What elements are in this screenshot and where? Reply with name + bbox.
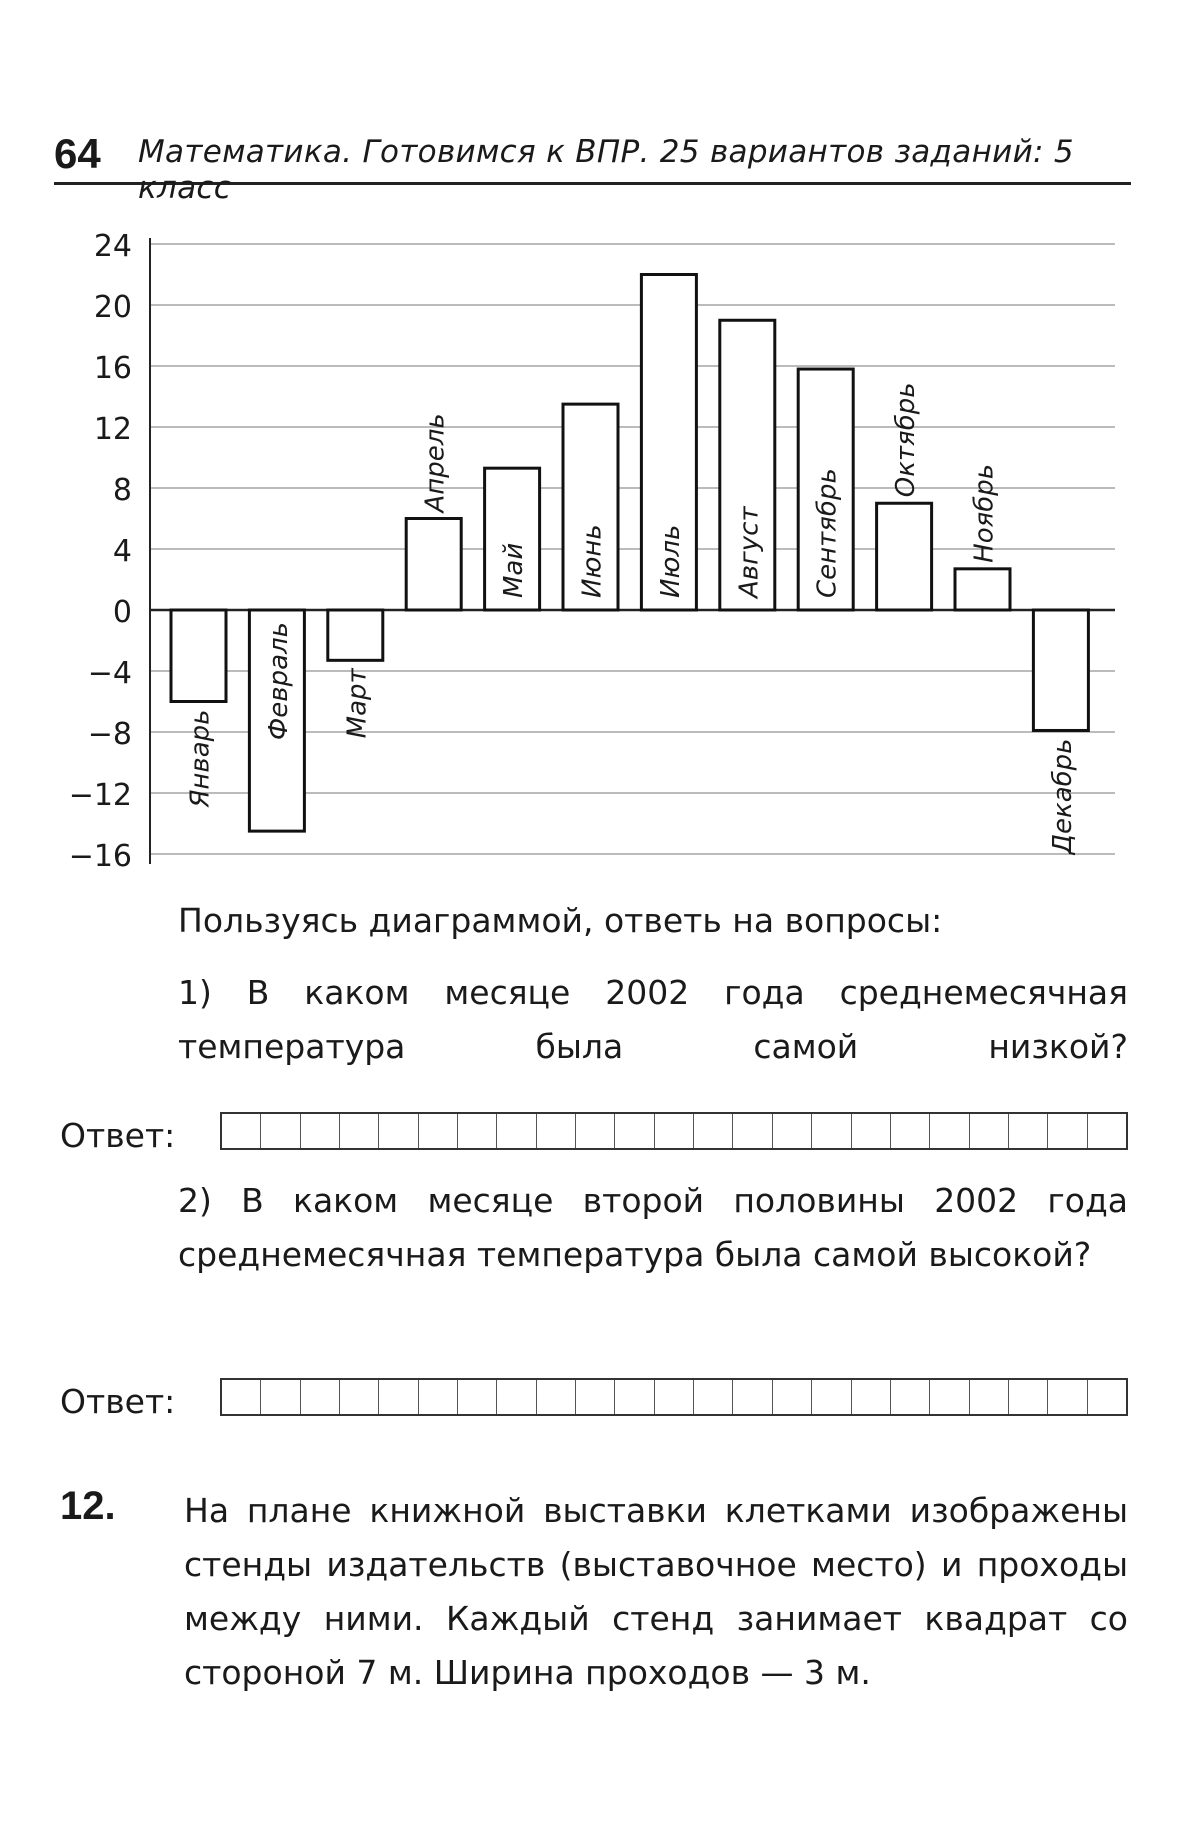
bar xyxy=(406,519,461,611)
y-tick-label: −12 xyxy=(68,778,132,813)
bar xyxy=(328,610,383,660)
y-tick-label: 20 xyxy=(93,290,132,325)
bar-label: Март xyxy=(342,668,373,739)
y-tick-label: 0 xyxy=(112,595,132,630)
bar-label: Сентябрь xyxy=(812,468,843,598)
bar-label: Июнь xyxy=(577,524,608,598)
bar-label: Январь xyxy=(185,709,216,808)
bar-label: Февраль xyxy=(263,622,294,741)
answer-1-grid[interactable] xyxy=(220,1112,1128,1150)
bar xyxy=(171,610,226,702)
question-1-text xyxy=(178,966,1128,1074)
question-1: 1) В каком месяце 2002 года среднемесячная температура была самой низкой? xyxy=(178,973,1128,1066)
question-2: 2) В каком месяце второй половины 2002 года среднемесячная температура была самой высокой? xyxy=(178,1181,1128,1274)
y-tick-label: −8 xyxy=(87,717,132,752)
bar-label: Апрель xyxy=(420,413,451,513)
bar-label: Июль xyxy=(655,524,686,598)
bar-label: Октябрь xyxy=(891,382,922,498)
bar-label: Декабрь xyxy=(1047,738,1078,855)
questions-intro: Пользуясь диаграммой, ответь на вопросы: xyxy=(178,901,943,940)
task-12-number: 12. xyxy=(60,1484,116,1528)
book-title: Математика. Готовимся к ВПР. 25 вариантов заданий: 5 класс xyxy=(138,134,1074,206)
task-12-text xyxy=(184,1484,1128,1700)
bar-label: Август xyxy=(734,506,765,598)
y-tick-label: −4 xyxy=(87,656,132,691)
task-12-body: На плане книжной выставки клетками изображены стенды издательств (выставочное место) и проходы между ними. Каждый стенд занимает квадрат со стороной 7 м. Ширина проходов — 3 м. xyxy=(184,1491,1128,1692)
bar xyxy=(955,569,1010,610)
answer-1-label: Ответ: xyxy=(60,1116,176,1155)
bar-label: Май xyxy=(499,542,530,598)
y-tick-label: 16 xyxy=(93,351,132,386)
y-tick-label: 8 xyxy=(112,473,132,508)
answer-2-label: Ответ: xyxy=(60,1382,176,1421)
y-tick-label: 24 xyxy=(93,230,132,264)
temperature-bar-chart xyxy=(0,230,1202,870)
page-number: 64 xyxy=(54,130,101,177)
bar xyxy=(1033,610,1088,730)
answer-2-grid[interactable] xyxy=(220,1378,1128,1416)
bar-label: Ноябрь xyxy=(969,463,1000,563)
y-tick-label: −16 xyxy=(68,839,132,870)
y-tick-label: 12 xyxy=(93,412,132,447)
page-header xyxy=(54,122,1131,206)
y-tick-label: 4 xyxy=(112,534,132,569)
bar xyxy=(877,503,932,610)
question-2-text xyxy=(178,1174,1128,1282)
